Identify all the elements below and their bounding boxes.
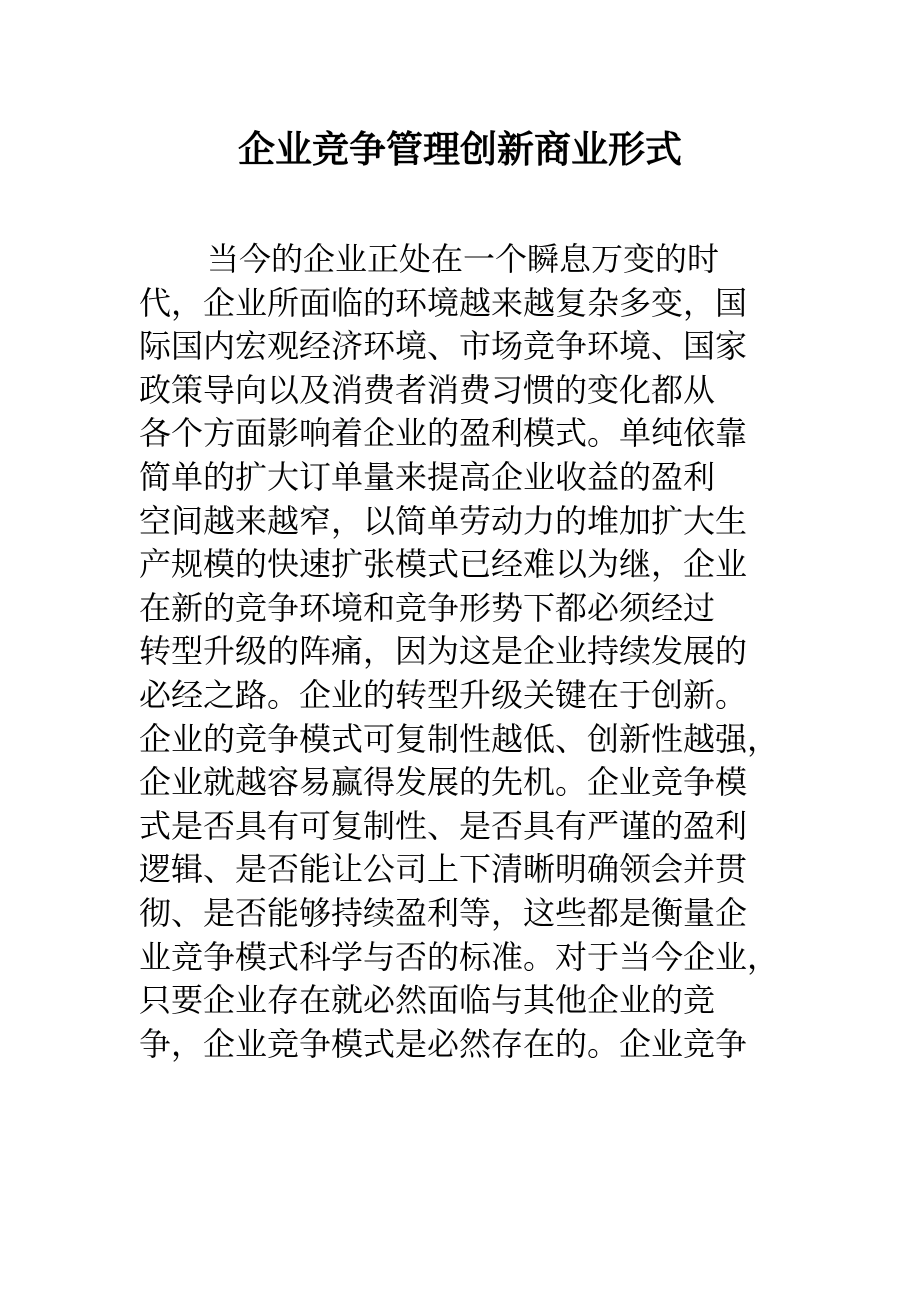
- paragraph-line: 企业就越容易赢得发展的先机。企业竞争模: [139, 763, 748, 802]
- paragraph-line: 当今的企业正处在一个瞬息万变的时: [207, 240, 720, 278]
- paragraph-line: 业竞争模式科学与否的标准。对于当今企业，: [139, 937, 780, 976]
- paragraph-line: 产规模的快速扩张模式已经难以为继，企业: [139, 545, 748, 584]
- paragraph-line: 企业的竞争模式可复制性越低、创新性越强，: [139, 719, 780, 758]
- paragraph-line: 式是否具有可复制性、是否具有严谨的盈利: [139, 806, 748, 845]
- paragraph-line: 彻、是否能够持续盈利等，这些都是衡量企: [139, 893, 748, 932]
- paragraph-line: 空间越来越窄，以简单劳动力的堆加扩大生: [139, 501, 748, 540]
- paragraph-line: 各个方面影响着企业的盈利模式。单纯依靠: [139, 414, 748, 453]
- paragraph-line: 际国内宏观经济环境、市场竞争环境、国家: [139, 327, 748, 366]
- paragraph-line: 政策导向以及消费者消费习惯的变化都从: [139, 370, 716, 409]
- paragraph-line: 争，企业竞争模式是必然存在的。企业竞争: [139, 1024, 748, 1063]
- document-body: [139, 238, 809, 1066]
- paragraph-line: 逻辑、是否能让公司上下清晰明确领会并贯: [139, 850, 748, 889]
- paragraph-line: 转型升级的阵痛，因为这是企业持续发展的: [139, 632, 748, 671]
- paragraph-line: 只要企业存在就必然面临与其他企业的竞: [139, 981, 716, 1020]
- paragraph-line: 简单的扩大订单量来提高企业收益的盈利: [139, 457, 716, 496]
- document-title: 企业竞争管理创新商业形式: [238, 127, 682, 171]
- paragraph-line: 在新的竞争环境和竞争形势下都必须经过: [139, 588, 716, 627]
- paragraph-line: 代，企业所面临的环境越来越复杂多变，国: [139, 283, 748, 322]
- paragraph-line: 必经之路。企业的转型升级关键在于创新。: [139, 675, 748, 714]
